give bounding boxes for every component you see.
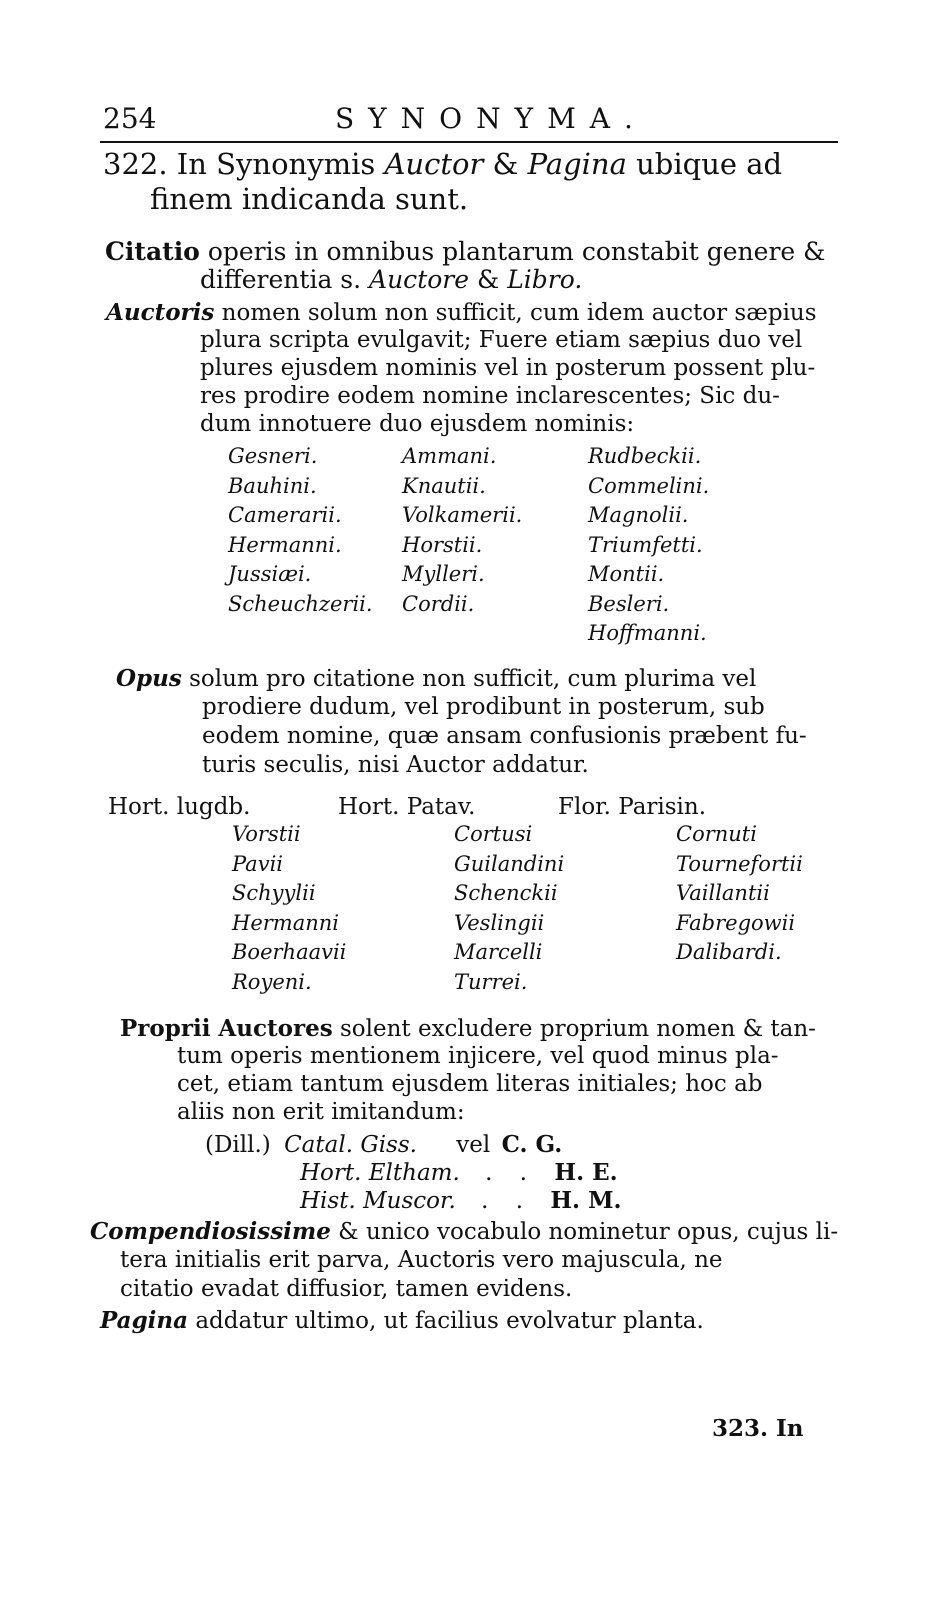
names-column-1 [228, 442, 373, 619]
list-item: Hermanni. [228, 532, 342, 557]
citatio-line-2: differentia s. Auctore & Libro. [200, 265, 583, 294]
list-item: Gesneri. [228, 444, 318, 468]
auctoris-line-3: plures ejusdem nominis vel in posterum possent plu- [200, 355, 816, 381]
running-title: SYNONYMA. [335, 102, 647, 135]
list-item: Rudbeckii. [588, 444, 702, 468]
section-322-line-1: 322. In Synonymis Auctor & Pagina ubique ad [103, 147, 783, 181]
hort-lugdb-heading: Hort. lugdb. [108, 794, 251, 820]
list-item: Veslingii [454, 910, 545, 935]
list-item: Cortusi [454, 822, 533, 846]
auctoris-line-1: Auctoris nomen solum non sufficit, cum idem auctor sæpius [106, 299, 817, 326]
example-row-1: (Dill.) Catal. Giss. vel C. G. [205, 1131, 563, 1158]
list-item: Volkamerii. [402, 503, 523, 527]
opus-line-4: turis seculis, nisi Auctor addatur. [202, 752, 589, 778]
list-item: Jussiæi. [228, 562, 312, 586]
list-item: Pavii [232, 851, 284, 876]
list-item: Ammani. [402, 444, 497, 468]
proprii-line-3: cet, etiam tantum ejusdem literas initiales; hoc ab [177, 1071, 763, 1097]
citatio-line-1: Citatio operis in omnibus plantarum constabit genere & [105, 237, 826, 266]
section-322-line-2: finem indicanda sunt. [150, 182, 469, 216]
list-item: Besleri. [588, 591, 670, 616]
proprii-line-2: tum operis mentionem injicere, vel quod minus pla- [177, 1043, 779, 1069]
list-item: Dalibardi. [676, 940, 782, 964]
hort-patav-heading: Hort. Patav. [338, 794, 476, 820]
list-item: Schyylii [232, 881, 316, 905]
list-item: Tournefortii [676, 851, 803, 876]
auctoris-line-5: dum innotuere duo ejusdem nominis: [200, 411, 635, 437]
list-item: Vorstii [232, 822, 301, 846]
hort-column-1 [232, 820, 346, 997]
list-item: Commelini. [588, 473, 710, 498]
names-column-3 [588, 442, 709, 649]
list-item: Royeni. [232, 969, 312, 994]
names-column-2 [402, 442, 522, 619]
list-item: Hoffmanni. [588, 621, 707, 645]
hort-column-3 [676, 820, 803, 968]
example-row-3: Hist. Muscor. . . H. M. [300, 1187, 622, 1214]
list-item: Magnolii. [588, 503, 689, 527]
auctoris-line-4: res prodire eodem nomine inclarescentes; Sic du- [200, 383, 780, 409]
opus-line-1: Opus solum pro citatione non sufficit, cum plurima vel [116, 665, 757, 692]
list-item: Hermanni [232, 910, 339, 935]
pagina-line: Pagina addatur ultimo, ut facilius evolvatur planta. [100, 1307, 704, 1334]
list-item: Camerarii. [228, 503, 342, 527]
list-item: Triumfetti. [588, 532, 703, 557]
catchword: 323. In [712, 1415, 804, 1442]
list-item: Scheuchzerii. [228, 591, 373, 616]
list-item: Vaillantii [676, 881, 770, 905]
list-item: Boerhaavii [232, 940, 347, 964]
list-item: Horstii. [402, 532, 483, 557]
hort-column-2 [454, 820, 564, 997]
list-item: Cordii. [402, 591, 475, 616]
list-item: Montii. [588, 562, 665, 586]
list-item: Fabregowii [676, 910, 796, 935]
list-item: Marcelli [454, 940, 543, 964]
proprii-line-4: aliis non erit imitandum: [177, 1099, 465, 1125]
opus-line-3: eodem nomine, quæ ansam confusionis præbent fu- [202, 723, 807, 749]
proprii-line-1: Proprii Auctores solent excludere proprium nomen & tan- [120, 1015, 816, 1042]
list-item: Knautii. [402, 473, 486, 498]
list-item: Bauhini. [228, 473, 317, 498]
header-rule [100, 141, 838, 143]
flor-parisin-heading: Flor. Parisin. [558, 794, 707, 820]
opus-line-2: prodiere dudum, vel prodibunt in posterum, sub [202, 694, 765, 720]
page-number: 254 [103, 102, 157, 135]
section-number: 322. [103, 147, 168, 181]
list-item: Mylleri. [402, 562, 485, 586]
example-row-2: Hort. Eltham. . . H. E. [300, 1159, 618, 1186]
compendio-line-3: citatio evadat diffusior, tamen evidens. [120, 1276, 573, 1302]
list-item: Guilandini [454, 851, 565, 876]
list-item: Turrei. [454, 969, 528, 994]
compendio-line-1: Compendiosissime & unico vocabulo nominetur opus, cujus li- [90, 1218, 839, 1245]
list-item: Cornuti [676, 822, 757, 846]
compendio-line-2: tera initialis erit parva, Auctoris vero majuscula, ne [120, 1247, 723, 1273]
list-item: Schenckii [454, 881, 558, 905]
auctoris-line-2: plura scripta evulgavit; Fuere etiam sæpius duo vel [200, 327, 803, 353]
